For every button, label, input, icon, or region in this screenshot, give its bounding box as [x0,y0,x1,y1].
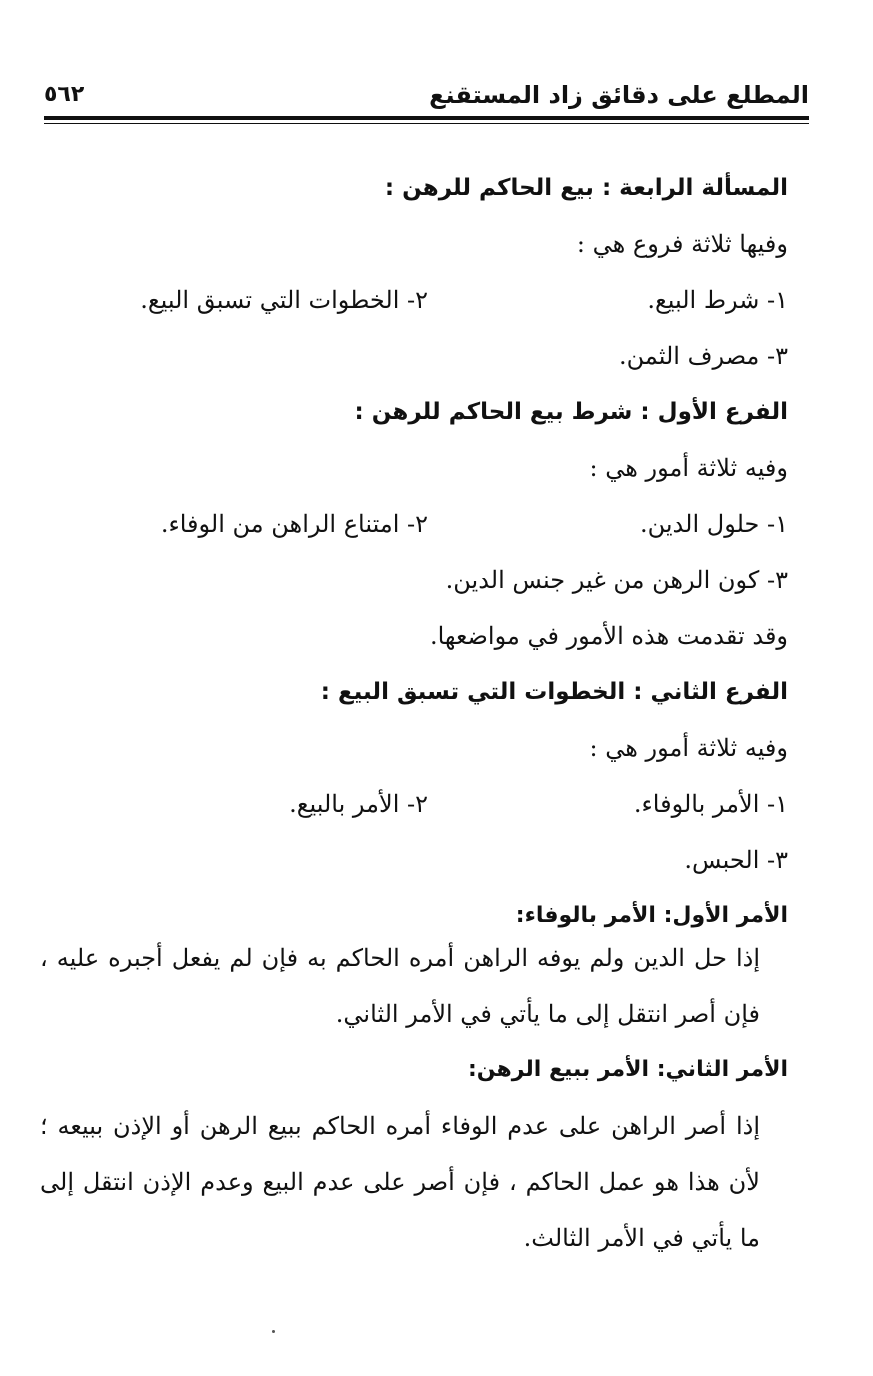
header-rule-thick [44,116,809,120]
running-title: المطلع على دقائق زاد المستقنع [429,81,809,109]
list-item: ١- حلول الدين. [639,510,788,538]
branch1-intro: وفيه ثلاثة أمور هي : [589,454,788,482]
matter1-heading: الأمر الأول: الأمر بالوفاء: [515,903,788,928]
page-number: ٥٦٢ [44,82,85,107]
list-item: ٣- كون الرهن من غير جنس الدين. [445,566,788,594]
branch1-items-row [44,552,788,608]
branch2-items-row [44,776,788,832]
matter1-paragraph: إذا حل الدين ولم يوفه الراهن أمره الحاكم به فإن لم يفعل أجبره عليه ، فإن أصر انتقل إلى ما يأتي في الأمر الثاني. [40,944,760,1028]
scan-speck [272,1330,275,1333]
list-item: ١- الأمر بالوفاء. [633,790,788,818]
matter2-heading: الأمر الثاني: الأمر ببيع الرهن: [467,1057,788,1082]
section-items-row [44,328,788,384]
branch2-heading: الفرع الثاني : الخطوات التي تسبق البيع : [320,679,788,705]
list-item: ١- شرط البيع. [647,286,788,314]
page-header [44,78,809,116]
branch1-heading: الفرع الأول : شرط بيع الحاكم للرهن : [354,399,788,425]
section-heading: المسألة الرابعة : بيع الحاكم للرهن : [384,175,788,201]
list-item: ٢- الخطوات التي تسبق البيع. [140,286,428,314]
list-item: ٢- الأمر بالبيع. [289,790,428,818]
matter2-paragraph: إذا أصر الراهن على عدم الوفاء أمره الحاكم ببيع الرهن أو الإذن ببيعه ؛ لأن هذا هو عمل الحاكم ، فإن أصر على عدم البيع وعدم الإذن انتقل إلى ما يأتي في الأمر الثالث. [40,1112,760,1252]
matter1-block [40,930,788,1042]
list-item: ٢- امتناع الراهن من الوفاء. [160,510,428,538]
section-intro: وفيها ثلاثة فروع هي : [576,230,788,258]
matter2-block [40,1098,788,1266]
section-items-row [44,272,788,328]
page-body [44,160,788,944]
matter2-heading-block [44,1042,788,1098]
branch1-note: وقد تقدمت هذه الأمور في مواضعها. [429,622,788,650]
list-item: ٣- الحبس. [684,846,788,874]
branch2-intro: وفيه ثلاثة أمور هي : [589,734,788,762]
branch2-items-row [44,832,788,888]
branch1-items-row [44,496,788,552]
list-item: ٣- مصرف الثمن. [618,342,788,370]
header-rule-thin [44,123,809,124]
